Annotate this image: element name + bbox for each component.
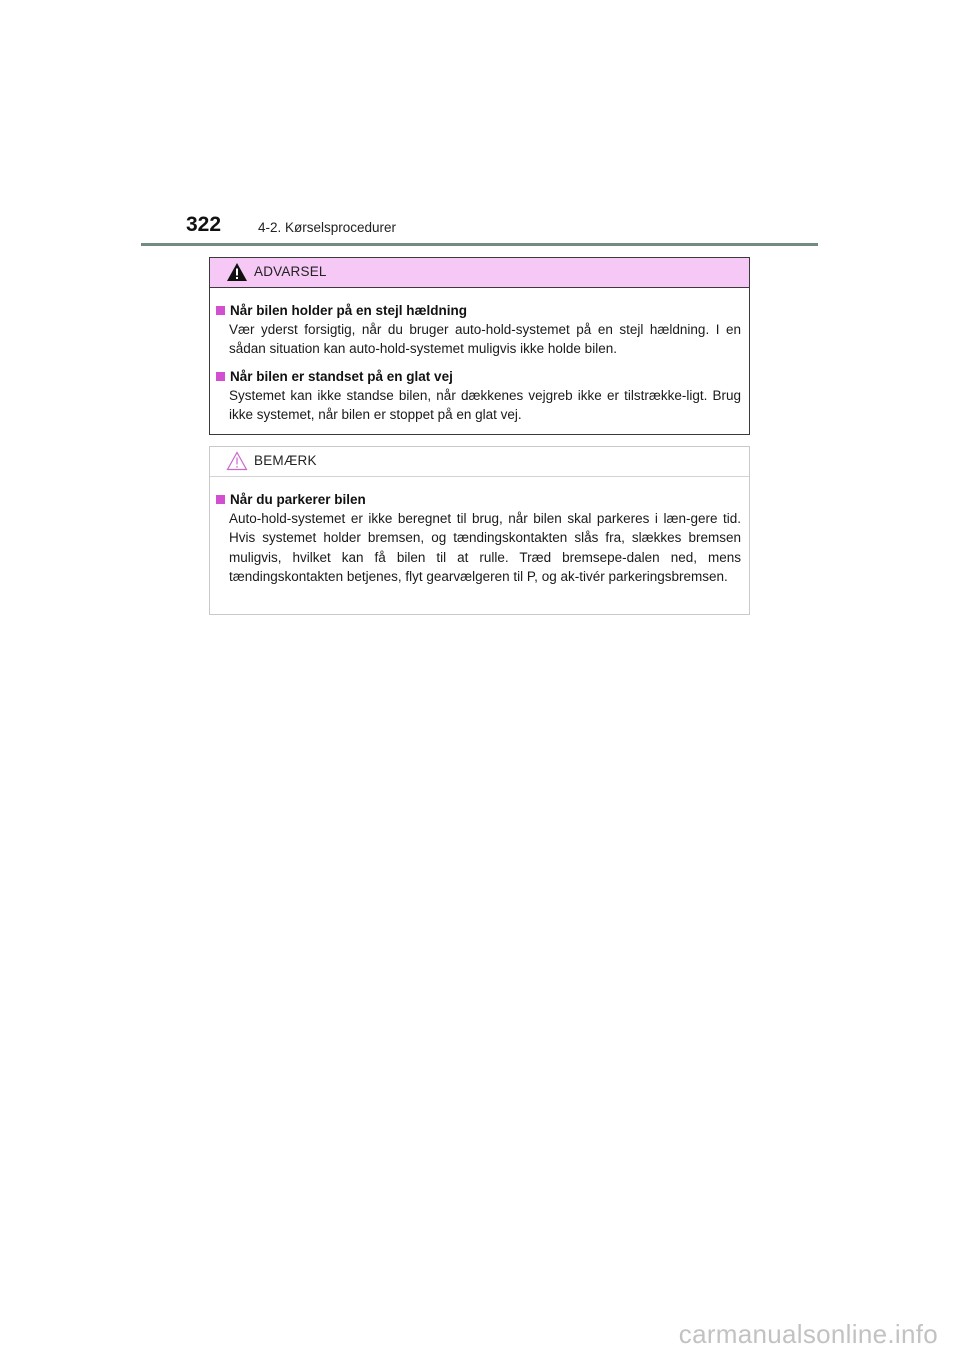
notice-item-heading bbox=[216, 490, 741, 509]
watermark: carmanualsonline.info bbox=[678, 1319, 938, 1349]
warning-item-heading bbox=[216, 367, 741, 386]
warning-label: ADVARSEL bbox=[254, 264, 327, 279]
header-rule bbox=[141, 243, 818, 246]
warning-item-heading bbox=[216, 301, 741, 320]
page-number: 322 bbox=[186, 213, 222, 236]
warning-item bbox=[216, 367, 741, 425]
caution-outline-triangle-icon bbox=[226, 451, 248, 471]
warning-body bbox=[210, 288, 749, 424]
notice-item bbox=[216, 490, 741, 586]
notice-box bbox=[209, 446, 750, 615]
warning-item-heading-text: Når bilen er standset på en glat vej bbox=[230, 368, 453, 384]
notice-body bbox=[210, 477, 749, 586]
square-bullet-icon bbox=[216, 495, 225, 504]
square-bullet-icon bbox=[216, 372, 225, 381]
square-bullet-icon bbox=[216, 306, 225, 315]
notice-item-text: Auto-hold-systemet er ikke beregnet til brug, når bilen skal parkeres i læn-gere tid. Hvis systemet holder bremsen, og tændingskontakten slås fra, slækkes bremsen muligvis, hvilket kan få bilen til at rulle. Træd bremsepe-dalen ned, mens tændingskontakten betjenes, flyt gearvælgeren til P, og ak-tivér parkeringsbremsen. bbox=[229, 511, 741, 584]
warning-item-heading-text: Når bilen holder på en stejl hældning bbox=[230, 303, 468, 318]
warning-item-text: Vær yderst forsigtig, når du bruger auto-hold-systemet på en stejl hældning. I en sådan situation kan auto-hold-systemet muligvis ikke holde bilen. bbox=[229, 322, 741, 357]
notice-item-heading-text: Når du parkerer bilen bbox=[230, 492, 366, 507]
warning-box bbox=[209, 257, 750, 435]
warning-header bbox=[210, 258, 749, 288]
warning-item-text: Systemet kan ikke standse bilen, når dækkenes vejgreb ikke er tilstrække-ligt. Brug ikke systemet, når bilen er stoppet på en glat vej. bbox=[229, 387, 741, 422]
notice-label: BEMÆRK bbox=[254, 453, 317, 468]
warning-item bbox=[216, 301, 741, 359]
section-title: 4-2. Kørselsprocedurer bbox=[258, 220, 397, 235]
notice-header bbox=[210, 447, 749, 477]
warning-filled-triangle-icon bbox=[226, 262, 248, 282]
